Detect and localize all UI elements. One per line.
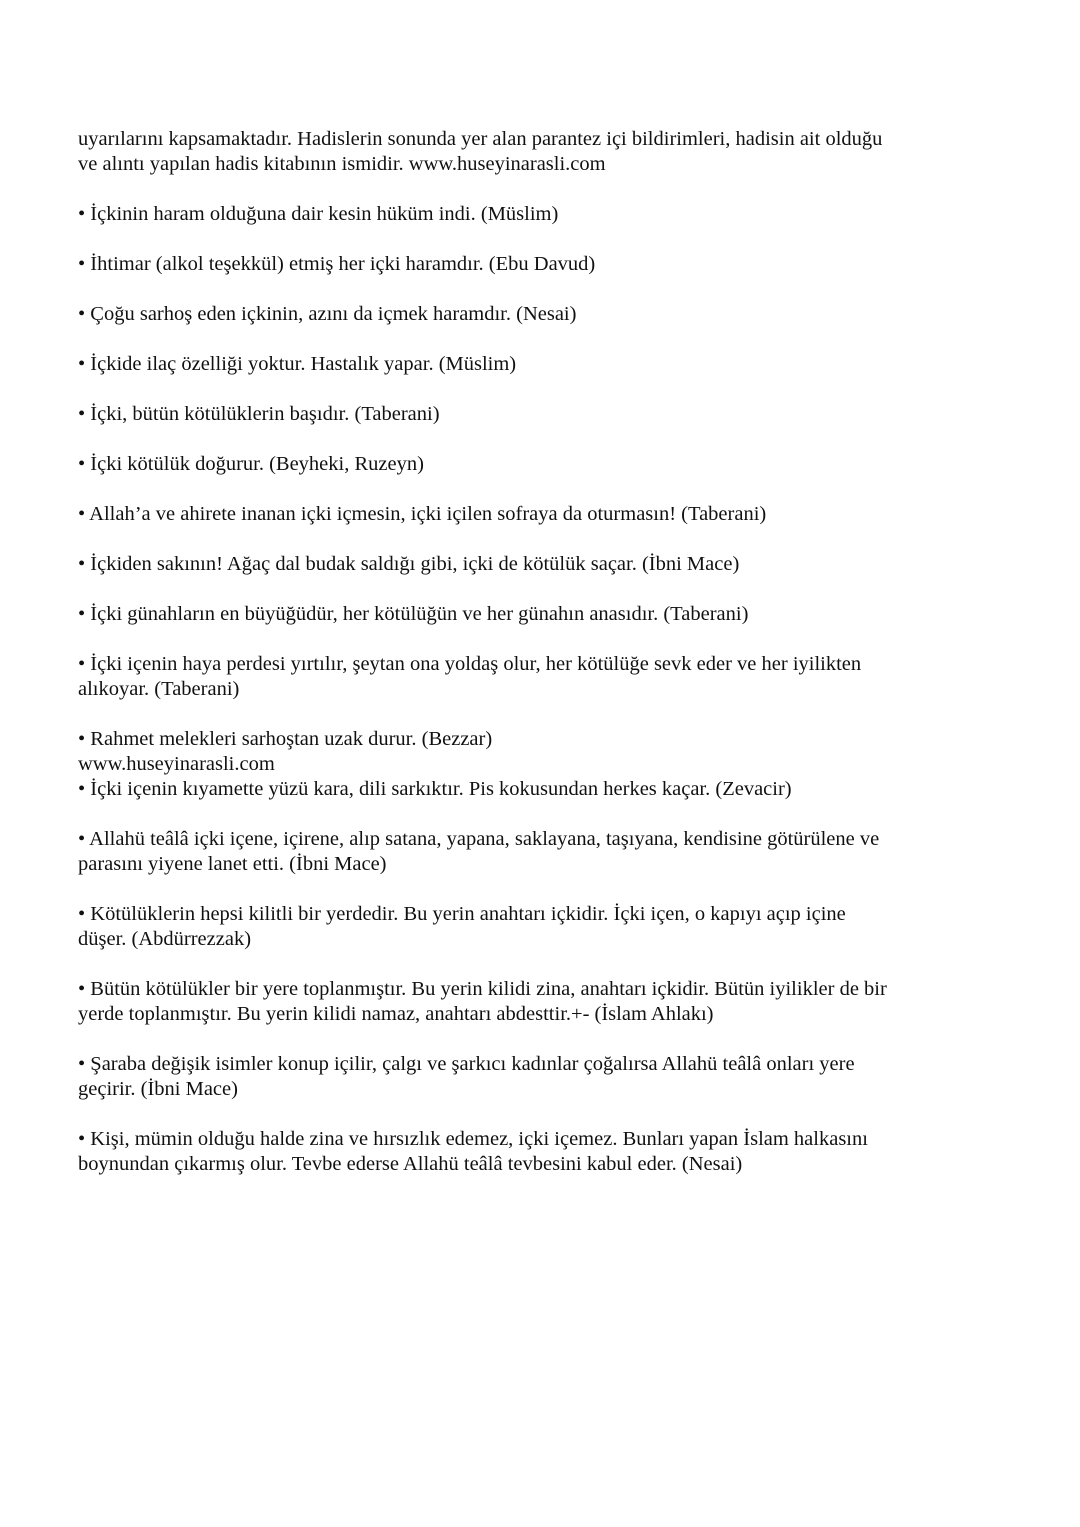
hadith-text: • Bütün kötülükler bir yere toplanmıştır. Bu yerin kilidi zina, anahtarı içkidir. Bütün iyilikler de bir — [78, 978, 887, 1000]
hadith-item — [78, 402, 958, 427]
hadith-text: • Allahü teâlâ içki içene, içirene, alıp satana, yapana, saklayana, taşıyana, kendisine götürülene ve — [78, 828, 880, 850]
hadith-text: • İçkinin haram olduğuna dair kesin hüküm indi. (Müslim) — [78, 203, 559, 225]
hadith-text: • İçki içenin haya perdesi yırtılır, şeytan ona yoldaş olur, her kötülüğe sevk eder ve her iyilikten — [78, 653, 862, 675]
hadith-text: • İhtimar (alkol teşekkül) etmiş her içki haramdır. (Ebu Davud) — [78, 253, 596, 275]
hadith-item — [78, 552, 958, 577]
hadith-text: • Rahmet melekleri sarhoştan uzak durur. (Bezzar) — [78, 728, 493, 750]
intro-paragraph — [78, 127, 958, 177]
hadith-item — [78, 902, 958, 952]
hadith-item — [78, 977, 958, 1027]
hadith-text: • İçki günahların en büyüğüdür, her kötülüğün ve her günahın anasıdır. (Taberani) — [78, 603, 749, 625]
hadith-text-continued: geçirir. (İbni Mace) — [78, 1078, 238, 1100]
hadith-text: • Şaraba değişik isimler konup içilir, çalgı ve şarkıcı kadınlar çoğalırsa Allahü teâlâ onları yere — [78, 1053, 855, 1075]
hadith-item — [78, 202, 958, 227]
hadith-item — [78, 727, 958, 802]
hadith-text: • Çoğu sarhoş eden içkinin, azını da içmek haramdır. (Nesai) — [78, 303, 577, 325]
hadith-item — [78, 1052, 958, 1102]
hadith-item — [78, 252, 958, 277]
hadith-text: • İçki, bütün kötülüklerin başıdır. (Taberani) — [78, 403, 440, 425]
hadith-text: • Kişi, mümin olduğu halde zina ve hırsızlık edemez, içki içemez. Bunları yapan İslam halkasını — [78, 1128, 868, 1150]
hadith-text: • İçki içenin kıyamette yüzü kara, dili sarkıktır. Pis kokusundan herkes kaçar. (Zevacir) — [78, 778, 792, 800]
hadith-text: • İçki kötülük doğurur. (Beyheki, Ruzeyn) — [78, 453, 424, 475]
website-link[interactable]: www.huseyinarasli.com — [78, 753, 275, 775]
hadith-text-continued: yerde toplanmıştır. Bu yerin kilidi namaz, anahtarı abdesttir.+- (İslam Ahlakı) — [78, 1003, 714, 1025]
hadith-text-continued: düşer. (Abdürrezzak) — [78, 928, 252, 950]
hadith-text-continued: alıkoyar. (Taberani) — [78, 678, 240, 700]
hadith-text: • Allah’a ve ahirete inanan içki içmesin, içki içilen sofraya da oturmasın! (Taberani) — [78, 503, 767, 525]
hadith-item — [78, 602, 958, 627]
intro-line-2: ve alıntı yapılan hadis kitabının ismidir. www.huseyinarasli.com — [78, 153, 606, 175]
hadith-text-continued: parasını yiyene lanet etti. (İbni Mace) — [78, 853, 387, 875]
hadith-item — [78, 652, 958, 702]
hadith-item — [78, 452, 958, 477]
hadith-item — [78, 827, 958, 877]
hadith-text: • İçkiden sakının! Ağaç dal budak saldığı gibi, içki de kötülük saçar. (İbni Mace) — [78, 553, 740, 575]
hadith-item — [78, 302, 958, 327]
hadith-text: • Kötülüklerin hepsi kilitli bir yerdedir. Bu yerin anahtarı içkidir. İçki içen, o kapıyı açıp içine — [78, 903, 846, 925]
hadith-item — [78, 502, 958, 527]
hadith-item — [78, 1127, 958, 1177]
hadith-text-continued: boynundan çıkarmış olur. Tevbe ederse Allahü teâlâ tevbesini kabul eder. (Nesai) — [78, 1153, 743, 1175]
hadith-text: • İçkide ilaç özelliği yoktur. Hastalık yapar. (Müslim) — [78, 353, 517, 375]
hadith-item — [78, 352, 958, 377]
document-page — [78, 127, 958, 1177]
intro-line-1: uyarılarını kapsamaktadır. Hadislerin sonunda yer alan parantez içi bildirimleri, hadisin ait olduğu — [78, 128, 883, 150]
